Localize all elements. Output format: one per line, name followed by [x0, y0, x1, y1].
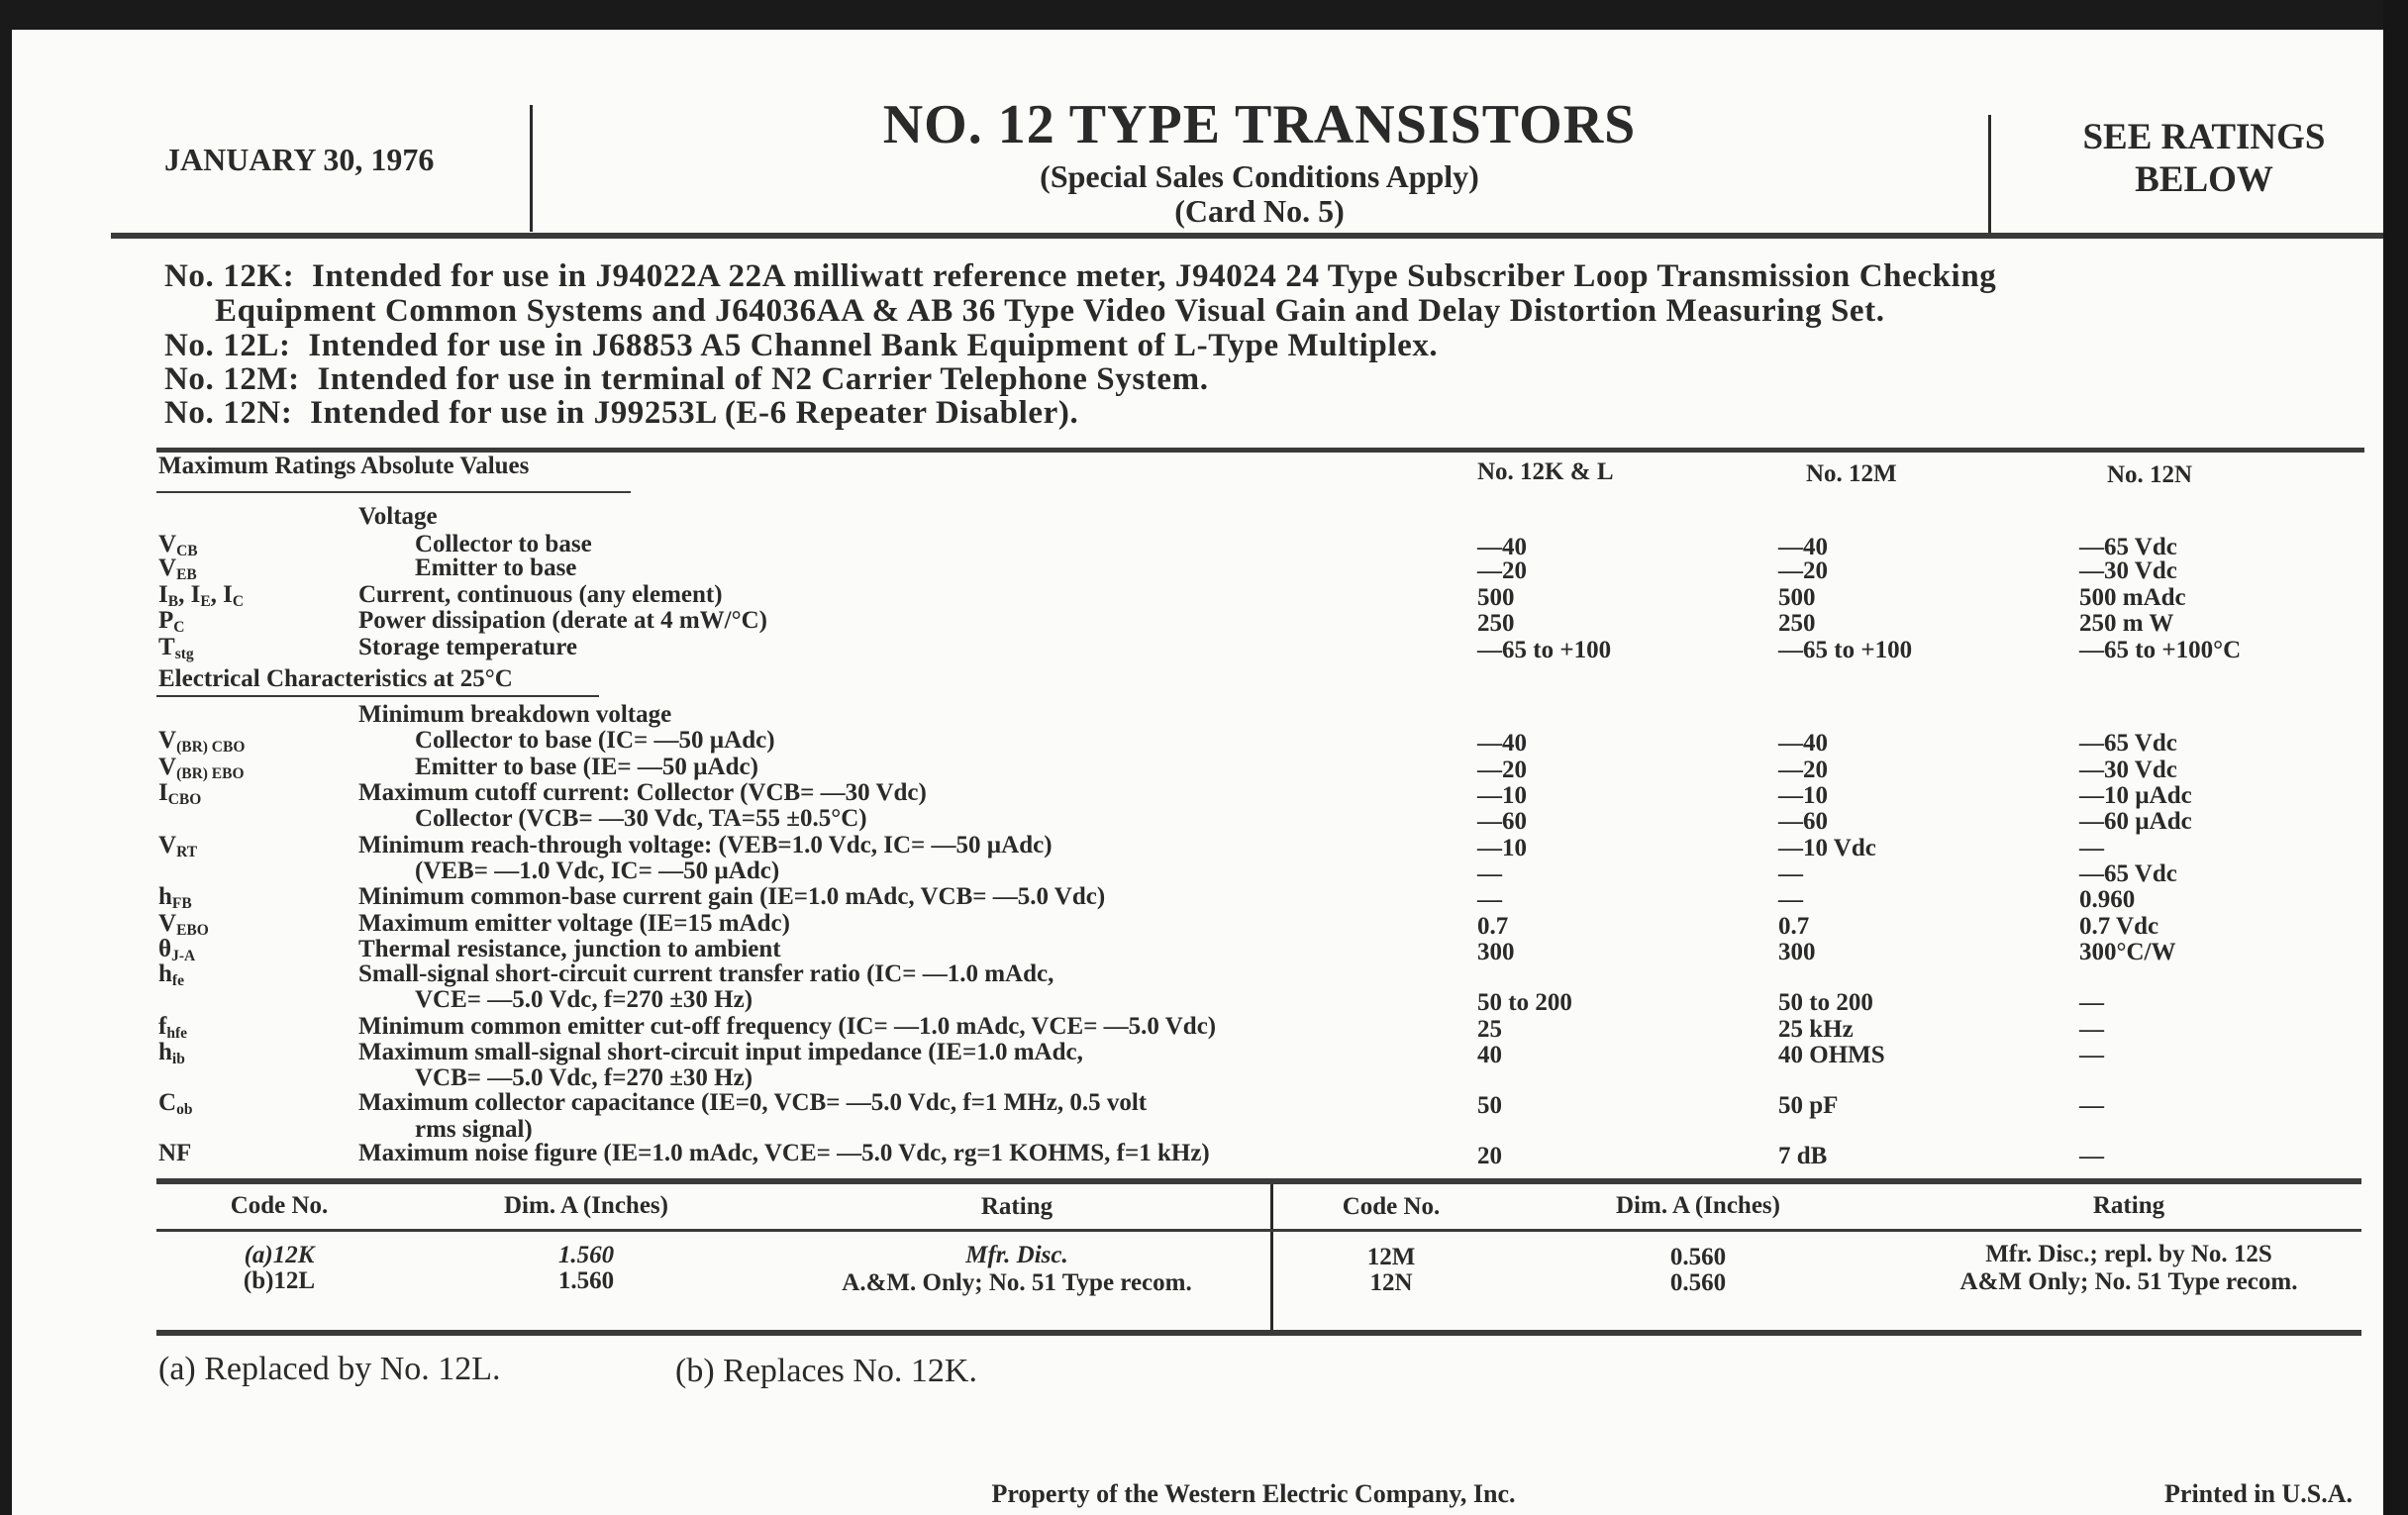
value-12n: 0.7 Vdc	[2079, 912, 2159, 940]
rating-row	[0, 779, 2376, 807]
value-12m: —	[1778, 886, 1803, 914]
value-12n: —65 Vdc	[2079, 859, 2177, 887]
header-divider-right	[1988, 115, 1991, 238]
value-12kl: 300	[1477, 939, 1515, 966]
ratings-note-line2: BELOW	[2135, 159, 2273, 200]
header-rule	[111, 233, 2383, 239]
codes-header-rating-2: Rating	[2092, 1192, 2165, 1219]
text: Intended for use in terminal of N2 Carrier Telephone System.	[317, 361, 1209, 397]
property-notice: Property of the Western Electric Company, Inc.	[991, 1479, 1516, 1508]
value-12kl: —40	[1477, 730, 1527, 758]
value-12n: —	[2079, 1092, 2104, 1120]
codes-header-code: Code No.	[230, 1192, 329, 1219]
value-12kl: 50	[1477, 1092, 1502, 1120]
value-12n: 0.960	[2079, 886, 2136, 914]
symbol-base: V	[158, 753, 177, 780]
symbol-base: f	[158, 1012, 167, 1040]
code-12n: 12N	[1369, 1269, 1413, 1296]
parameter-symbol	[158, 607, 184, 635]
rating-row	[0, 754, 2376, 781]
value-12n: 250 m W	[2079, 610, 2174, 638]
code: No. 12K:	[164, 258, 295, 294]
value-12kl: —60	[1477, 808, 1527, 836]
rating-12l: A.&M. Only; No. 51 Type recom.	[842, 1269, 1192, 1296]
code: No. 12M:	[164, 361, 300, 397]
value-12n: —65 to +100°C	[2079, 636, 2242, 663]
code-12m: 12M	[1366, 1244, 1416, 1270]
symbol-subscript: CB	[176, 542, 198, 559]
parameter-symbol	[158, 754, 245, 781]
codes-divider	[1270, 1184, 1273, 1333]
codes-top-rule	[156, 1178, 2361, 1184]
rating-row	[0, 910, 2376, 938]
symbol-subscript: B	[167, 592, 179, 610]
parameter-description: Maximum noise figure (IE=1.0 mAdc, VCE= —5.0 Vdc, rg=1 KOHMS, f=1 kHz)	[358, 1140, 1210, 1167]
value-12kl: —	[1477, 886, 1502, 914]
value-12m: —10	[1778, 781, 1828, 809]
symbol-base: P	[158, 607, 174, 635]
rating-row	[0, 1039, 2376, 1066]
rating-row	[0, 936, 2376, 966]
parameter-description: Small-signal short-circuit current transfer ratio (IC= —1.0 mAdc,	[358, 960, 1054, 987]
section-heading	[0, 665, 2376, 693]
parameter-symbol	[158, 960, 184, 988]
rating-row	[0, 607, 2376, 638]
parameter-description: Voltage	[358, 502, 438, 530]
parameter-symbol	[158, 883, 192, 911]
parameter-symbol	[158, 1140, 191, 1167]
value-12m: 300	[1778, 939, 1816, 966]
value-12m: 7 dB	[1778, 1143, 1828, 1170]
parameter-description: Minimum common-base current gain (IE=1.0 mAdc, VCB= —5.0 Vdc)	[358, 883, 1106, 911]
symbol-subscript: ib	[171, 1050, 185, 1067]
parameter-description: Maximum emitter voltage (IE=15 mAdc)	[358, 909, 790, 937]
symbol-subscript: hfe	[166, 1024, 187, 1042]
parameter-description: rms signal)	[415, 1115, 533, 1143]
parameter-description: Storage temperature	[358, 633, 577, 660]
section-underline	[156, 695, 599, 697]
symbol-base: V	[158, 555, 177, 582]
rating-row	[0, 832, 2376, 859]
intended-use-continuation: Equipment Common Systems and J64036AA & AB 36 Type Video Visual Gain and Delay Distortion Measuring Set.	[215, 293, 1885, 329]
rating-row	[0, 1013, 2376, 1041]
parameter-description: Collector (VCB= —30 Vdc, TA=55 ±0.5°C)	[415, 805, 867, 833]
value-12n: —60 µAdc	[2079, 808, 2192, 836]
intended-use-item	[164, 395, 1078, 432]
rating-row	[0, 581, 2376, 609]
value-12m: 250	[1778, 610, 1816, 638]
symbol-subscript: (BR) EBO	[176, 764, 245, 782]
parameter-description: Collector to base	[415, 530, 592, 557]
symbol-base: V	[158, 909, 177, 937]
codes-header-dim-2: Dim. A (Inches)	[1616, 1192, 1780, 1219]
rating-row	[0, 1116, 2376, 1144]
value-12kl: —10	[1477, 781, 1527, 809]
value-12kl: 25	[1477, 1015, 1502, 1043]
symbol-base: θ	[158, 936, 172, 963]
parameter-description: Thermal resistance, junction to ambient	[358, 936, 781, 963]
parameter-symbol	[158, 910, 209, 938]
symbol-base: h	[158, 960, 172, 987]
codes-bottom-rule	[156, 1330, 2361, 1336]
value-12kl: 250	[1477, 610, 1515, 638]
parameter-description: Emitter to base	[415, 555, 577, 582]
page-title: NO. 12 TYPE TRANSISTORS	[882, 94, 1637, 155]
value-12n: —65 Vdc	[2079, 730, 2177, 758]
rating-row	[0, 634, 2376, 661]
card-number: (Card No. 5)	[1174, 193, 1345, 229]
value-12m: 40 OHMS	[1778, 1041, 1885, 1068]
subtitle: (Special Sales Conditions Apply)	[1040, 158, 1479, 194]
dim-12m: 0.560	[1669, 1244, 1727, 1270]
parameter-symbol	[158, 531, 198, 558]
footnote-b: (b) Replaces No. 12K.	[675, 1353, 977, 1389]
value-12m: 25 kHz	[1778, 1015, 1854, 1043]
value-12m: 500	[1778, 583, 1816, 611]
symbol-subscript: ob	[176, 1101, 193, 1119]
max-ratings-heading: Maximum Ratings Absolute Values	[158, 453, 530, 479]
dim-12n: 0.560	[1669, 1269, 1727, 1296]
parameter-description: Current, continuous (any element)	[358, 580, 723, 608]
value-12n: —	[2079, 1015, 2104, 1043]
rating-row	[0, 1064, 2376, 1092]
symbol-subscript: EBO	[176, 921, 209, 939]
symbol-base: T	[158, 633, 175, 660]
symbol-subscript: RT	[176, 843, 198, 860]
column-header-12n: No. 12N	[2107, 461, 2193, 488]
intended-use-item	[164, 258, 1996, 295]
value-12kl: —	[1477, 859, 1502, 887]
value-12kl: 40	[1477, 1041, 1502, 1068]
parameter-description: VCE= —5.0 Vdc, f=270 ±30 Hz)	[415, 986, 753, 1014]
rating-12k: Mfr. Disc.	[965, 1242, 1068, 1268]
symbol-subscript: J-A	[171, 947, 196, 964]
symbol-subscript: stg	[174, 645, 194, 662]
printed-in: Printed in U.S.A.	[2164, 1479, 2353, 1508]
parameter-description: VCB= —5.0 Vdc, f=270 ±30 Hz)	[415, 1064, 753, 1092]
value-12m: —65 to +100	[1778, 636, 1913, 663]
value-12m: 0.7	[1778, 912, 1810, 940]
value-12m: —	[1778, 859, 1803, 887]
parameter-description: Minimum common emitter cut-off frequency (IC= —1.0 mAdc, VCE= —5.0 Vdc)	[358, 1012, 1217, 1040]
parameter-description: Minimum reach-through voltage: (VEB=1.0 Vdc, IC= —50 µAdc)	[358, 831, 1053, 858]
symbol-base: h	[158, 883, 172, 911]
value-12m: —40	[1778, 730, 1828, 758]
value-12n: —	[2079, 834, 2104, 861]
parameter-description: Maximum small-signal short-circuit input impedance (IE=1.0 mAdc,	[358, 1038, 1083, 1065]
value-12kl: 20	[1477, 1143, 1502, 1170]
value-12n: —30 Vdc	[2079, 756, 2177, 783]
footnote-a: (a) Replaced by No. 12L.	[158, 1351, 501, 1387]
value-12n: —	[2079, 989, 2104, 1017]
text: Intended for use in J68853 A5 Channel Bank Equipment of L-Type Multiplex.	[308, 328, 1439, 363]
parameter-description: Power dissipation (derate at 4 mW/°C)	[358, 607, 767, 635]
rating-row	[0, 858, 2376, 885]
ratings-note-line1: SEE RATINGS	[2082, 117, 2326, 157]
rating-row	[0, 805, 2376, 836]
parameter-symbol	[158, 581, 244, 609]
symbol-subscript: FB	[171, 895, 192, 913]
value-12n: 500 mAdc	[2079, 583, 2186, 611]
dim-12k: 1.560	[557, 1242, 615, 1268]
header-divider-left	[530, 105, 533, 232]
codes-header-code-2: Code No.	[1342, 1193, 1441, 1220]
rating-row	[0, 1089, 2376, 1120]
parameter-description: (VEB= —1.0 Vdc, IC= —50 µAdc)	[415, 857, 780, 884]
value-12kl: —20	[1477, 756, 1527, 783]
value-12m: —20	[1778, 557, 1828, 585]
rating-row	[0, 1140, 2376, 1170]
symbol-base: , I	[210, 580, 233, 608]
max-ratings-underline	[156, 491, 631, 493]
symbol-subscript: fe	[171, 971, 184, 989]
parameter-symbol	[158, 1013, 187, 1041]
value-12kl: —10	[1477, 834, 1527, 861]
value-12n: —10 µAdc	[2079, 781, 2192, 809]
value-12m: —20	[1778, 756, 1828, 783]
rating-row	[0, 503, 2376, 531]
rating-row	[0, 883, 2376, 914]
parameter-symbol	[158, 1039, 185, 1066]
column-header-12m: No. 12M	[1806, 460, 1897, 487]
rating-12n: A&M Only; No. 51 Type recom.	[1959, 1268, 2298, 1295]
rating-row	[0, 960, 2376, 988]
rating-row	[0, 531, 2376, 558]
code-12l: (b)12L	[243, 1267, 316, 1294]
symbol-subscript: C	[232, 592, 245, 610]
value-12m: 50 to 200	[1778, 989, 1873, 1017]
value-12m: —40	[1778, 533, 1828, 560]
symbol-base: , I	[178, 580, 201, 608]
scan-edge	[2383, 0, 2408, 1515]
parameter-symbol	[158, 832, 197, 859]
parameter-symbol	[158, 555, 197, 582]
parameter-symbol	[158, 634, 194, 661]
intended-use-item	[164, 328, 1438, 364]
parameter-description: Collector to base (IC= —50 µAdc)	[415, 727, 775, 755]
text: Intended for use in J99253L (E-6 Repeater Disabler).	[310, 395, 1079, 431]
intended-use-item	[164, 361, 1209, 398]
symbol-base: C	[158, 1089, 177, 1117]
parameter-description: Maximum collector capacitance (IE=0, VCB= —5.0 Vdc, f=1 MHz, 0.5 volt	[358, 1089, 1148, 1117]
parameter-symbol	[158, 1089, 192, 1117]
parameter-symbol	[158, 727, 245, 755]
value-12n: 300°C/W	[2079, 939, 2176, 966]
value-12n: —65 Vdc	[2079, 533, 2177, 560]
symbol-subscript: E	[200, 592, 211, 610]
symbol-subscript: C	[173, 619, 185, 637]
rating-row	[0, 555, 2376, 585]
rating-row	[0, 727, 2376, 758]
symbol-base: V	[158, 530, 177, 557]
parameter-description: Maximum cutoff current: Collector (VCB= —30 Vdc)	[358, 778, 927, 806]
codes-header-dim: Dim. A (Inches)	[504, 1192, 668, 1219]
symbol-subscript: (BR) CBO	[176, 739, 246, 756]
code: No. 12L:	[164, 328, 291, 363]
value-12m: 50 pF	[1778, 1092, 1839, 1120]
codes-header-rule	[156, 1229, 2361, 1232]
value-12kl: 500	[1477, 583, 1515, 611]
value-12kl: —65 to +100	[1477, 636, 1612, 663]
rating-12m: Mfr. Disc.; repl. by No. 12S	[1985, 1241, 2272, 1267]
symbol-subscript: CBO	[167, 790, 202, 808]
value-12kl: —20	[1477, 557, 1527, 585]
code-12k: (a)12K	[244, 1242, 315, 1268]
value-12kl: 50 to 200	[1477, 989, 1572, 1017]
symbol-base: I	[158, 778, 168, 806]
section-title: Electrical Characteristics at 25°C	[158, 665, 513, 693]
symbol-base: I	[158, 580, 168, 608]
symbol-subscript: EB	[176, 566, 197, 584]
rating-row	[0, 701, 2376, 729]
parameter-symbol	[158, 779, 201, 807]
value-12m: —10 Vdc	[1778, 834, 1876, 861]
value-12kl: 0.7	[1477, 912, 1509, 940]
value-12n: —	[2079, 1143, 2104, 1170]
parameter-symbol	[158, 936, 195, 963]
value-12m: —60	[1778, 808, 1828, 836]
symbol-base: h	[158, 1038, 172, 1065]
rating-row	[0, 986, 2376, 1017]
value-12kl: —40	[1477, 533, 1527, 560]
text: Intended for use in J94022A 22A milliwatt reference meter, J94024 24 Type Subscriber Loop Transmission Checking	[312, 258, 1997, 294]
date: JANUARY 30, 1976	[164, 142, 435, 177]
column-header-12kl: No. 12K & L	[1477, 458, 1614, 485]
value-12n: —30 Vdc	[2079, 557, 2177, 585]
symbol-base: NF	[158, 1140, 192, 1167]
dim-12l: 1.560	[557, 1267, 615, 1294]
symbol-base: V	[158, 831, 177, 858]
code: No. 12N:	[164, 395, 293, 431]
codes-header-rating: Rating	[980, 1193, 1054, 1220]
value-12n: —	[2079, 1041, 2104, 1068]
parameter-description: Minimum breakdown voltage	[358, 700, 672, 728]
symbol-base: V	[158, 727, 177, 755]
parameter-description: Emitter to base (IE= —50 µAdc)	[415, 753, 758, 780]
